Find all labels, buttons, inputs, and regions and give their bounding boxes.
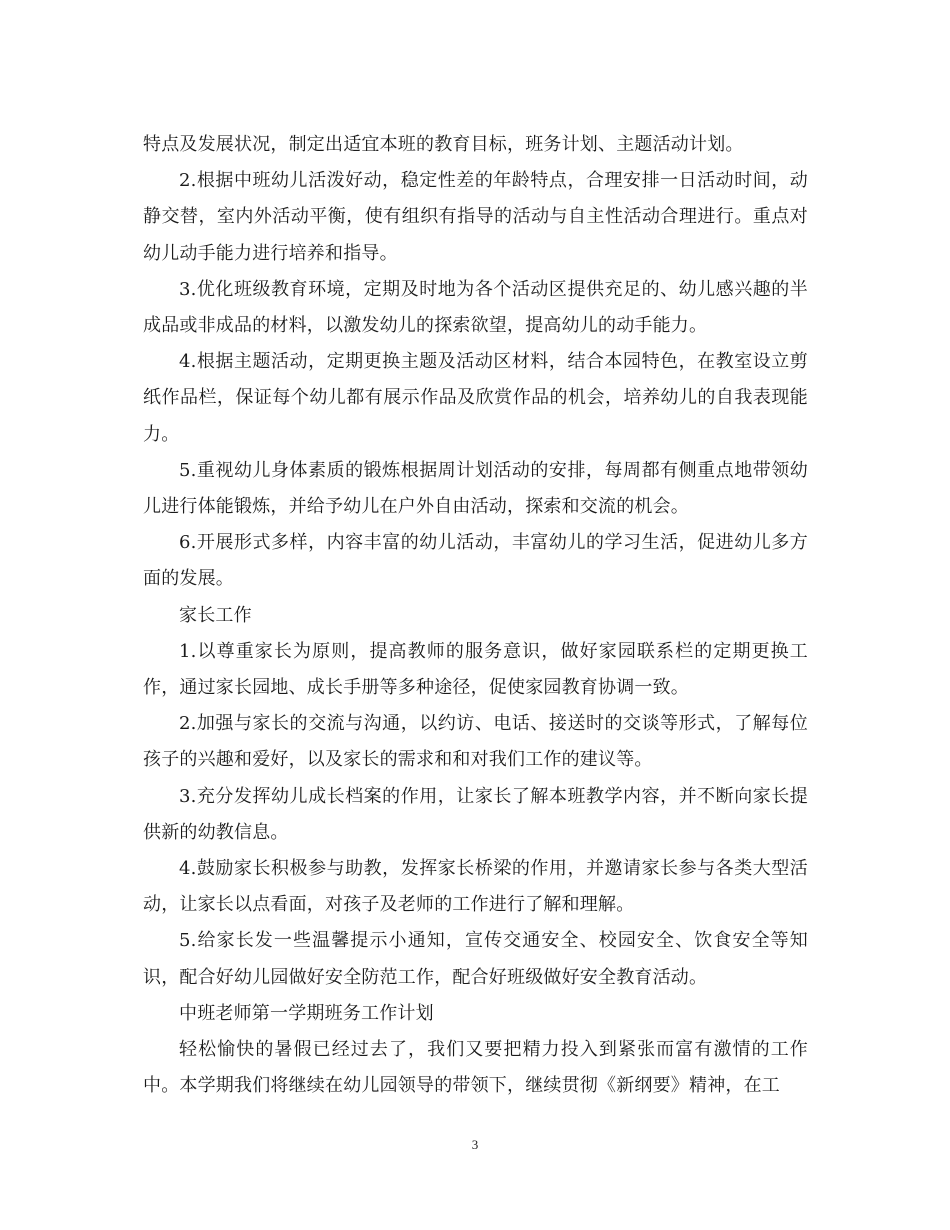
page-number: 3 <box>471 1137 479 1152</box>
section-heading-plan-title: 中班老师第一学期班务工作计划 <box>179 1002 434 1024</box>
paragraph-continuation: 特点及发展状况，制定出适宜本班的教育目标，班务计划、主题活动计划。 <box>143 134 744 155</box>
paragraph-class-item-5: 5.重视幼儿身体素质的锻炼根据周计划活动的安排，每周都有侧重点地带领幼儿进行体能锻炼，并给予幼儿在户外自由活动，探索和交流的机会。 <box>143 459 808 518</box>
section-heading-parent-work: 家长工作 <box>179 604 252 626</box>
document-body <box>143 127 808 1104</box>
paragraph-class-item-3: 3.优化班级教育环境，定期及时地为各个活动区提供充足的、幼儿感兴趣的半成品或非成品的材料，以激发幼儿的探索欲望，提高幼儿的动手能力。 <box>143 278 808 337</box>
paragraph-parent-item-5: 5.给家长发一些温馨提示小通知，宣传交通安全、校园安全、饮食安全等知识，配合好幼儿园做好安全防范工作，配合好班级做好安全教育活动。 <box>143 930 808 988</box>
paragraph-class-item-4: 4.根据主题活动，定期更换主题及活动区材料，结合本园特色，在教室设立剪纸作品栏，保证每个幼儿都有展示作品及欣赏作品的机会，培养幼儿的自我表现能力。 <box>143 351 808 445</box>
paragraph-class-item-6: 6.开展形式多样，内容丰富的幼儿活动，丰富幼儿的学习生活，促进幼儿多方面的发展。 <box>143 532 808 590</box>
paragraph-parent-item-1: 1.以尊重家长为原则，提高教师的服务意识，做好家园联系栏的定期更换工作，通过家长园地、成长手册等多种途径，促使家园教育协调一致。 <box>143 640 808 699</box>
paragraph-parent-item-3: 3.充分发挥幼儿成长档案的作用，让家长了解本班教学内容，并不断向家长提供新的幼教信息。 <box>143 785 808 843</box>
paragraph-parent-item-2: 2.加强与家长的交流与沟通，以约访、电话、接送时的交谈等形式，了解每位孩子的兴趣和爱好，以及家长的需求和和对我们工作的建议等。 <box>143 713 808 771</box>
paragraph-class-item-2: 2.根据中班幼儿活泼好动，稳定性差的年龄特点，合理安排一日活动时间，动静交替，室内外活动平衡，使有组织有指导的活动与自主性活动合理进行。重点对幼儿动手能力进行培养和指导。 <box>143 170 808 264</box>
paragraph-intro: 轻松愉快的暑假已经过去了，我们又要把精力投入到紧张而富有激情的工作中。本学期我们将继续在幼儿园领导的带领下，继续贯彻《新纲要》精神，在工 <box>143 1039 808 1097</box>
paragraph-parent-item-4: 4.鼓励家长积极参与助教，发挥家长桥梁的作用，并邀请家长参与各类大型活动，让家长以点看面，对孩子及老师的工作进行了解和理解。 <box>143 858 808 916</box>
